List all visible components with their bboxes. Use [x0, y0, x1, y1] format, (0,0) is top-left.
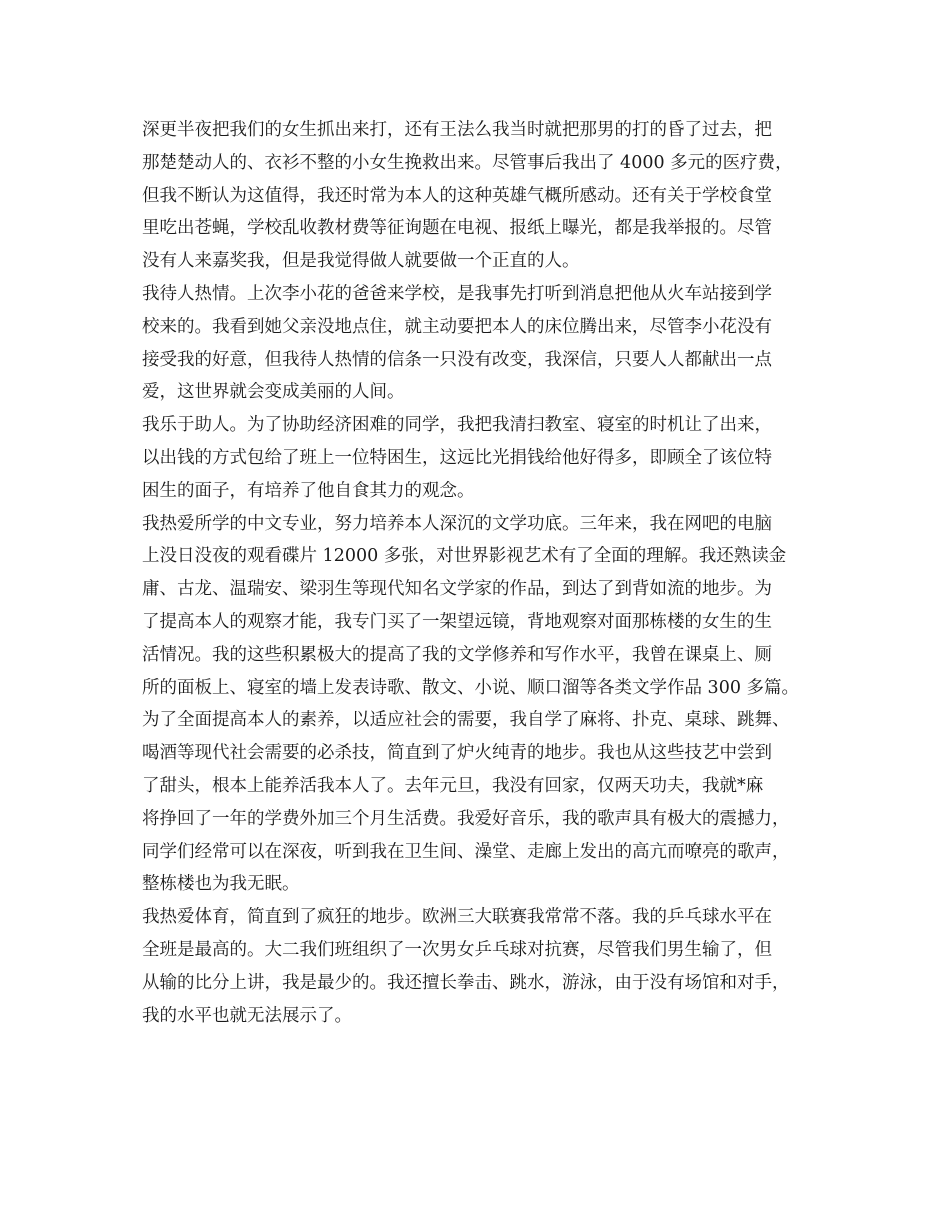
- text-line: 将挣回了一年的学费外加三个月生活费。我爱好音乐，我的歌声具有极大的震撼力，: [142, 808, 790, 829]
- text-line: 我热爱体育，简直到了疯狂的地步。欧洲三大联赛我常常不落。我的乒乓球水平在: [142, 907, 772, 928]
- text-line: 但我不断认为这值得，我还时常为本人的这种英雄气概所感动。还有关于学校食堂: [142, 185, 772, 206]
- text-line: 喝酒等现代社会需要的必杀技，简直到了炉火纯青的地步。我也从这些技艺中尝到: [142, 743, 772, 764]
- text-line: 整栋楼也为我无眠。: [142, 874, 300, 895]
- text-line: 上没日没夜的观看碟片 12000 多张，对世界影视艺术有了全面的理解。我还熟读金: [142, 546, 787, 567]
- text-line: 校来的。我看到她父亲没地点住，就主动要把本人的床位腾出来，尽管李小花没有: [142, 316, 772, 337]
- document-body: [142, 114, 832, 1032]
- text-line: 我乐于助人。为了协助经济困难的同学，我把我清扫教室、寝室的时机让了出来，: [142, 415, 772, 436]
- text-line: 全班是最高的。大二我们班组织了一次男女乒乓球对抗赛，尽管我们男生输了，但: [142, 939, 772, 960]
- text-line: 我待人热情。上次李小花的爸爸来学校，是我事先打听到消息把他从火车站接到学: [142, 283, 772, 304]
- text-line: 困生的面子，有培养了他自食其力的观念。: [142, 480, 475, 501]
- text-line: 庸、古龙、温瑞安、梁羽生等现代知名文学家的作品，到达了到背如流的地步。为: [142, 579, 772, 600]
- text-line: 了甜头，根本上能养活我本人了。去年元旦，我没有回家，仅两天功夫，我就*麻: [142, 775, 764, 796]
- paragraph: [142, 409, 832, 507]
- text-line: 深更半夜把我们的女生抓出来打，还有王法么我当时就把那男的打的昏了过去，把: [142, 120, 772, 140]
- paragraph: [142, 278, 832, 409]
- text-line: 了提高本人的观察才能，我专门买了一架望远镜，背地观察对面那栋楼的女生的生: [142, 611, 772, 632]
- text-line: 我热爱所学的中文专业，努力培养本人深沉的文学功底。三年来，我在网吧的电脑: [142, 513, 772, 534]
- text-line: 接受我的好意，但我待人热情的信条一只没有改变，我深信，只要人人都献出一点: [142, 349, 772, 370]
- text-line: 同学们经常可以在深夜，听到我在卫生间、澡堂、走廊上发出的高亢而嘹亮的歌声，: [142, 841, 790, 862]
- text-line: 没有人来嘉奖我，但是我觉得做人就要做一个正直的人。: [142, 251, 580, 272]
- text-line: 为了全面提高本人的素养，以适应社会的需要，我自学了麻将、扑克、桌球、跳舞、: [142, 710, 790, 731]
- text-line: 爱，这世界就会变成美丽的人间。: [142, 382, 405, 403]
- paragraph: [142, 901, 832, 1032]
- text-line: 里吃出苍蝇，学校乱收教材费等征询题在电视、报纸上曝光，都是我举报的。尽管: [142, 218, 772, 239]
- text-line: 从输的比分上讲，我是最少的。我还擅长拳击、跳水，游泳，由于没有场馆和对手，: [142, 972, 790, 993]
- paragraph: [142, 114, 832, 278]
- text-line: 活情况。我的这些积累极大的提高了我的文学修养和写作水平，我曾在课桌上、厕: [142, 644, 772, 665]
- paragraph: [142, 508, 832, 902]
- text-line: 所的面板上、寝室的墙上发表诗歌、散文、小说、顺口溜等各类文学作品 300 多篇。: [142, 677, 800, 698]
- text-line: 以出钱的方式包给了班上一位特困生，这远比光捐钱给他好得多，即顾全了该位特: [142, 447, 772, 468]
- text-line: 我的水平也就无法展示了。: [142, 1005, 352, 1026]
- text-line: 那楚楚动人的、衣衫不整的小女生挽救出来。尽管事后我出了 4000 多元的医疗费，: [142, 152, 793, 173]
